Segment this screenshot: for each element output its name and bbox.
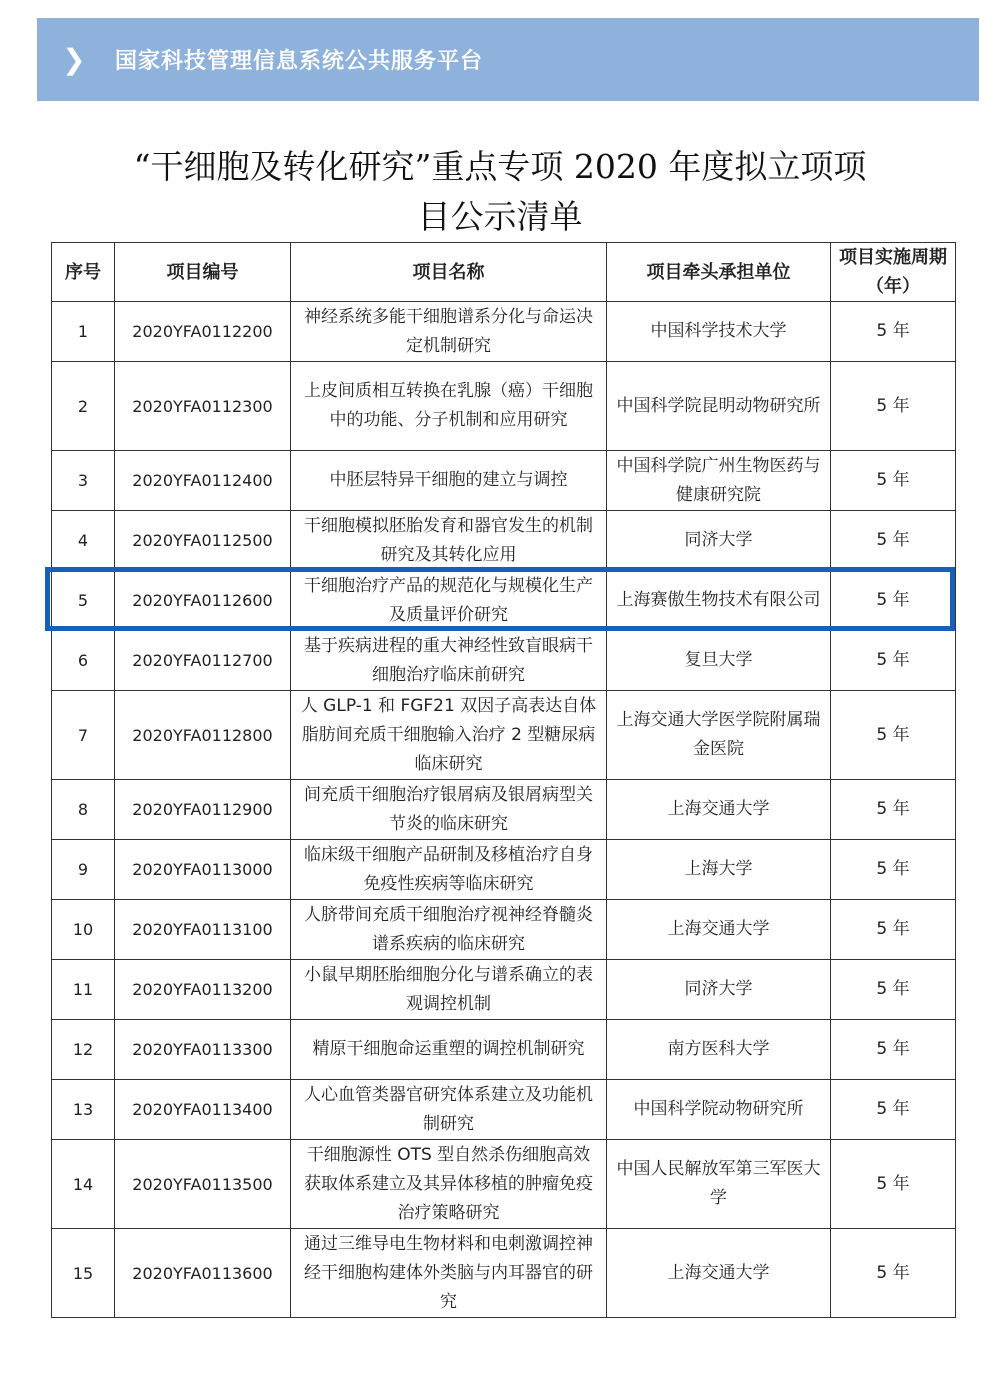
table-row <box>52 362 956 451</box>
cell-unit: 中国人民解放军第三军医大学 <box>607 1140 831 1229</box>
cell-name: 干细胞源性 OTS 型自然杀伤细胞高效获取体系建立及其异体移植的肿瘤免疫治疗策略研究 <box>291 1140 607 1229</box>
header-name: 项目名称 <box>291 243 607 302</box>
cell-code: 2020YFA0113000 <box>115 840 291 900</box>
table-row <box>52 900 956 960</box>
cell-name: 基于疾病进程的重大神经性致盲眼病干细胞治疗临床前研究 <box>291 631 607 691</box>
table-row <box>52 1020 956 1080</box>
cell-unit: 上海赛傲生物技术有限公司 <box>607 571 831 631</box>
table-row <box>52 511 956 571</box>
table-row <box>52 960 956 1020</box>
cell-unit: 中国科学技术大学 <box>607 302 831 362</box>
cell-index: 7 <box>52 691 115 780</box>
table-row <box>52 1140 956 1229</box>
cell-code: 2020YFA0112800 <box>115 691 291 780</box>
cell-unit: 上海交通大学医学院附属瑞金医院 <box>607 691 831 780</box>
cell-name: 人 GLP-1 和 FGF21 双因子高表达自体脂肪间充质干细胞输入治疗 2 型糖尿病临床研究 <box>291 691 607 780</box>
table-header-row <box>52 243 956 302</box>
document-title-line1: “干细胞及转化研究”重点专项 2020 年度拟立项项 <box>133 147 867 186</box>
header-index: 序号 <box>52 243 115 302</box>
cell-period: 5 年 <box>831 691 956 780</box>
platform-title: 国家科技管理信息系统公共服务平台 <box>115 49 484 74</box>
cell-unit: 同济大学 <box>607 960 831 1020</box>
cell-unit: 中国科学院昆明动物研究所 <box>607 362 831 451</box>
table-row <box>52 780 956 840</box>
cell-code: 2020YFA0113400 <box>115 1080 291 1140</box>
cell-code: 2020YFA0113600 <box>115 1229 291 1318</box>
cell-index: 12 <box>52 1020 115 1080</box>
cell-unit: 南方医科大学 <box>607 1020 831 1080</box>
cell-name: 上皮间质相互转换在乳腺（癌）干细胞中的功能、分子机制和应用研究 <box>291 362 607 451</box>
cell-unit: 上海交通大学 <box>607 780 831 840</box>
cell-index: 14 <box>52 1140 115 1229</box>
cell-period: 5 年 <box>831 840 956 900</box>
cell-index: 10 <box>52 900 115 960</box>
cell-unit: 上海大学 <box>607 840 831 900</box>
cell-index: 5 <box>52 571 115 631</box>
cell-code: 2020YFA0113300 <box>115 1020 291 1080</box>
cell-code: 2020YFA0112600 <box>115 571 291 631</box>
table-row <box>52 1080 956 1140</box>
cell-period: 5 年 <box>831 1020 956 1080</box>
cell-index: 13 <box>52 1080 115 1140</box>
document-title <box>100 142 900 242</box>
cell-name: 精原干细胞命运重塑的调控机制研究 <box>291 1020 607 1080</box>
table-row <box>52 571 956 631</box>
cell-index: 3 <box>52 451 115 511</box>
chevron-right-icon[interactable]: ❯ <box>62 43 86 76</box>
cell-period: 5 年 <box>831 571 956 631</box>
cell-unit: 复旦大学 <box>607 631 831 691</box>
cell-code: 2020YFA0113500 <box>115 1140 291 1229</box>
project-list-table <box>51 242 956 1318</box>
table-row <box>52 691 956 780</box>
cell-code: 2020YFA0112700 <box>115 631 291 691</box>
cell-unit: 中国科学院广州生物医药与健康研究院 <box>607 451 831 511</box>
cell-name: 人脐带间充质干细胞治疗视神经脊髓炎谱系疾病的临床研究 <box>291 900 607 960</box>
cell-unit: 上海交通大学 <box>607 900 831 960</box>
cell-name: 神经系统多能干细胞谱系分化与命运决定机制研究 <box>291 302 607 362</box>
cell-index: 11 <box>52 960 115 1020</box>
cell-period: 5 年 <box>831 362 956 451</box>
cell-name: 间充质干细胞治疗银屑病及银屑病型关节炎的临床研究 <box>291 780 607 840</box>
cell-name: 小鼠早期胚胎细胞分化与谱系确立的表观调控机制 <box>291 960 607 1020</box>
cell-unit: 同济大学 <box>607 511 831 571</box>
cell-name: 人心血管类器官研究体系建立及功能机制研究 <box>291 1080 607 1140</box>
cell-name: 干细胞治疗产品的规范化与规模化生产及质量评价研究 <box>291 571 607 631</box>
table-row <box>52 631 956 691</box>
table-row <box>52 451 956 511</box>
cell-code: 2020YFA0112400 <box>115 451 291 511</box>
cell-code: 2020YFA0112300 <box>115 362 291 451</box>
cell-index: 15 <box>52 1229 115 1318</box>
cell-period: 5 年 <box>831 302 956 362</box>
cell-name: 干细胞模拟胚胎发育和器官发生的机制研究及其转化应用 <box>291 511 607 571</box>
cell-period: 5 年 <box>831 511 956 571</box>
cell-index: 4 <box>52 511 115 571</box>
cell-code: 2020YFA0113100 <box>115 900 291 960</box>
document-title-line2: 目公示清单 <box>417 197 583 236</box>
cell-index: 1 <box>52 302 115 362</box>
table-row <box>52 1229 956 1318</box>
header-unit: 项目牵头承担单位 <box>607 243 831 302</box>
cell-unit: 上海交通大学 <box>607 1229 831 1318</box>
table-row <box>52 840 956 900</box>
cell-period: 5 年 <box>831 1080 956 1140</box>
cell-period: 5 年 <box>831 900 956 960</box>
cell-name: 通过三维导电生物材料和电刺激调控神经干细胞构建体外类脑与内耳器官的研究 <box>291 1229 607 1318</box>
cell-period: 5 年 <box>831 631 956 691</box>
table-row <box>52 302 956 362</box>
platform-banner[interactable] <box>37 18 979 101</box>
cell-name: 临床级干细胞产品研制及移植治疗自身免疫性疾病等临床研究 <box>291 840 607 900</box>
cell-index: 2 <box>52 362 115 451</box>
cell-index: 6 <box>52 631 115 691</box>
cell-code: 2020YFA0112200 <box>115 302 291 362</box>
cell-unit: 中国科学院动物研究所 <box>607 1080 831 1140</box>
cell-index: 8 <box>52 780 115 840</box>
cell-period: 5 年 <box>831 1229 956 1318</box>
cell-period: 5 年 <box>831 960 956 1020</box>
header-code: 项目编号 <box>115 243 291 302</box>
cell-code: 2020YFA0112500 <box>115 511 291 571</box>
cell-period: 5 年 <box>831 780 956 840</box>
cell-period: 5 年 <box>831 1140 956 1229</box>
header-period: 项目实施周期（年） <box>831 243 956 302</box>
cell-name: 中胚层特异干细胞的建立与调控 <box>291 451 607 511</box>
cell-index: 9 <box>52 840 115 900</box>
cell-period: 5 年 <box>831 451 956 511</box>
cell-code: 2020YFA0112900 <box>115 780 291 840</box>
cell-code: 2020YFA0113200 <box>115 960 291 1020</box>
